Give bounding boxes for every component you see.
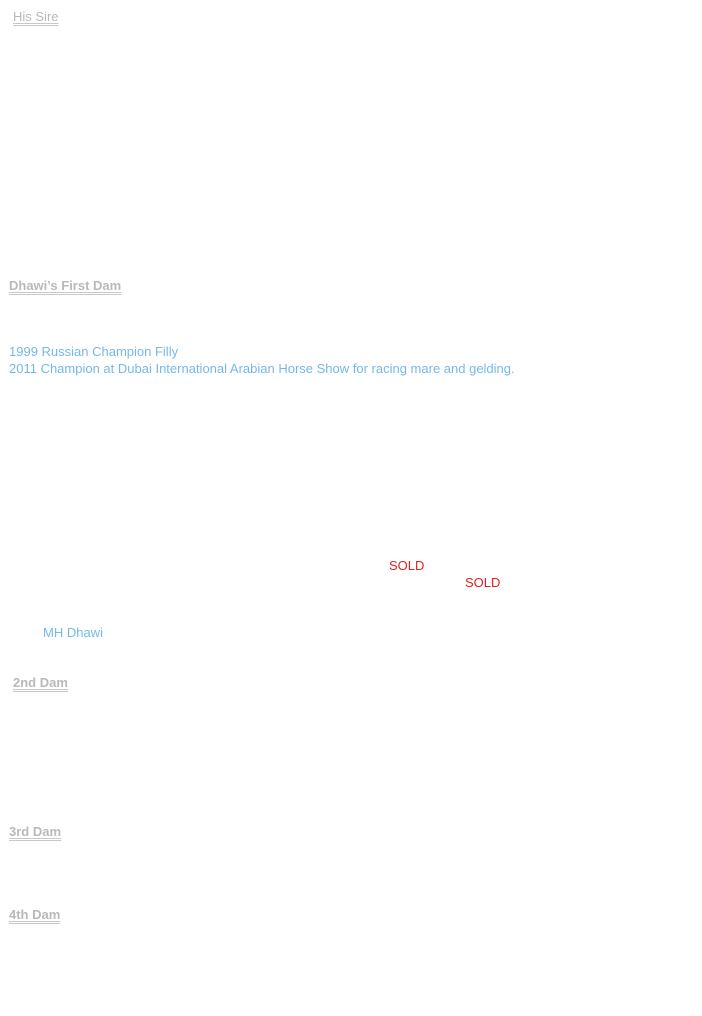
sire-heading-link[interactable]: His Sire — [13, 9, 59, 24]
first-dam-heading-link[interactable]: Dhawi’s First Dam — [9, 278, 122, 293]
first-dam-achievement: 2011 Champion at Dubai International Arabian Horse Show for racing mare and gelding. — [9, 361, 515, 376]
sold-label: SOLD — [465, 575, 501, 590]
sold-label: SOLD — [389, 558, 425, 573]
second-dam-heading-link[interactable]: 2nd Dam — [13, 675, 68, 690]
fourth-dam-heading-link[interactable]: 4th Dam — [9, 907, 61, 922]
offspring-name: MH Dhawi — [43, 625, 103, 640]
first-dam-achievement: 1999 Russian Champion Filly — [9, 344, 179, 359]
third-dam-heading-link[interactable]: 3rd Dam — [9, 824, 62, 839]
